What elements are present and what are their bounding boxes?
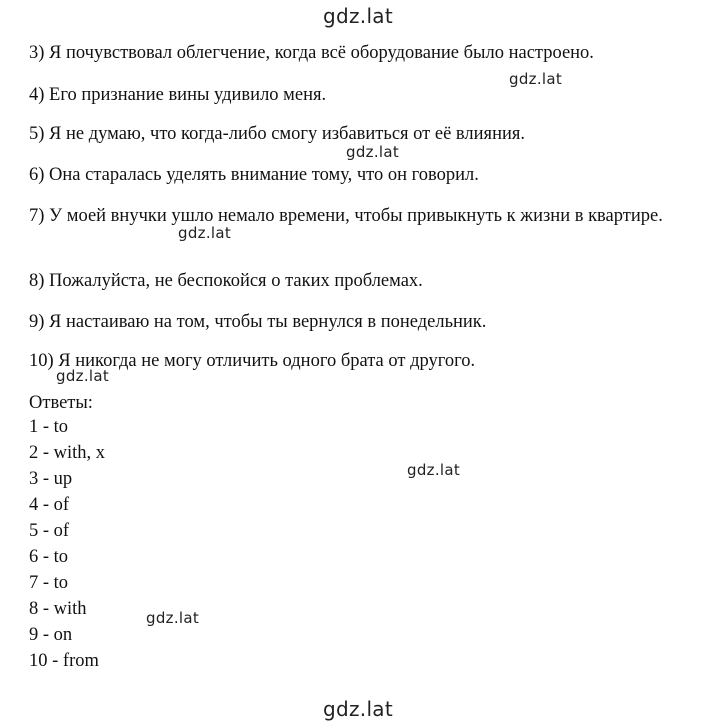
answer-item: 6 - to <box>29 547 69 567</box>
sentence-9: 9) Я настаиваю на том, чтобы ты вернулся в понедельник. <box>29 312 487 332</box>
sentence-3: 3) Я почувствовал облегчение, когда всё оборудование было настроено. <box>29 43 594 63</box>
sentence-5: 5) Я не думаю, что когда-либо смогу избавиться от её влияния. <box>29 124 526 144</box>
answer-item: 2 - with, x <box>29 443 106 463</box>
answers-heading: Ответы: <box>29 393 93 413</box>
sentence-8: 8) Пожалуйста, не беспокойся о таких проблемах. <box>29 271 423 291</box>
answer-item: 10 - from <box>29 651 99 671</box>
watermark: gdz.lat <box>178 224 232 242</box>
answer-item: 7 - to <box>29 573 69 593</box>
watermark: gdz.lat <box>346 143 400 161</box>
sentence-10: 10) Я никогда не могу отличить одного брата от другого. <box>29 351 476 371</box>
sentence-4: 4) Его признание вины удивило меня. <box>29 85 327 105</box>
answer-item: 1 - to <box>29 417 69 437</box>
answer-item: 8 - with <box>29 599 87 619</box>
answer-item: 9 - on <box>29 625 73 645</box>
sentence-7: 7) У моей внучки ушло немало времени, чтобы привыкнуть к жизни в квартире. <box>29 206 663 226</box>
watermark: gdz.lat <box>56 367 110 385</box>
answer-item: 4 - of <box>29 495 70 515</box>
answer-item: 3 - up <box>29 469 73 489</box>
watermark: gdz.lat <box>146 609 200 627</box>
watermark: gdz.lat <box>407 461 461 479</box>
answer-item: 5 - of <box>29 521 70 541</box>
watermark-bottom: gdz.lat <box>323 697 394 721</box>
watermark-top: gdz.lat <box>323 4 394 28</box>
answers-list <box>29 414 105 674</box>
sentence-6: 6) Она старалась уделять внимание тому, что он говорил. <box>29 165 479 185</box>
watermark: gdz.lat <box>509 70 563 88</box>
